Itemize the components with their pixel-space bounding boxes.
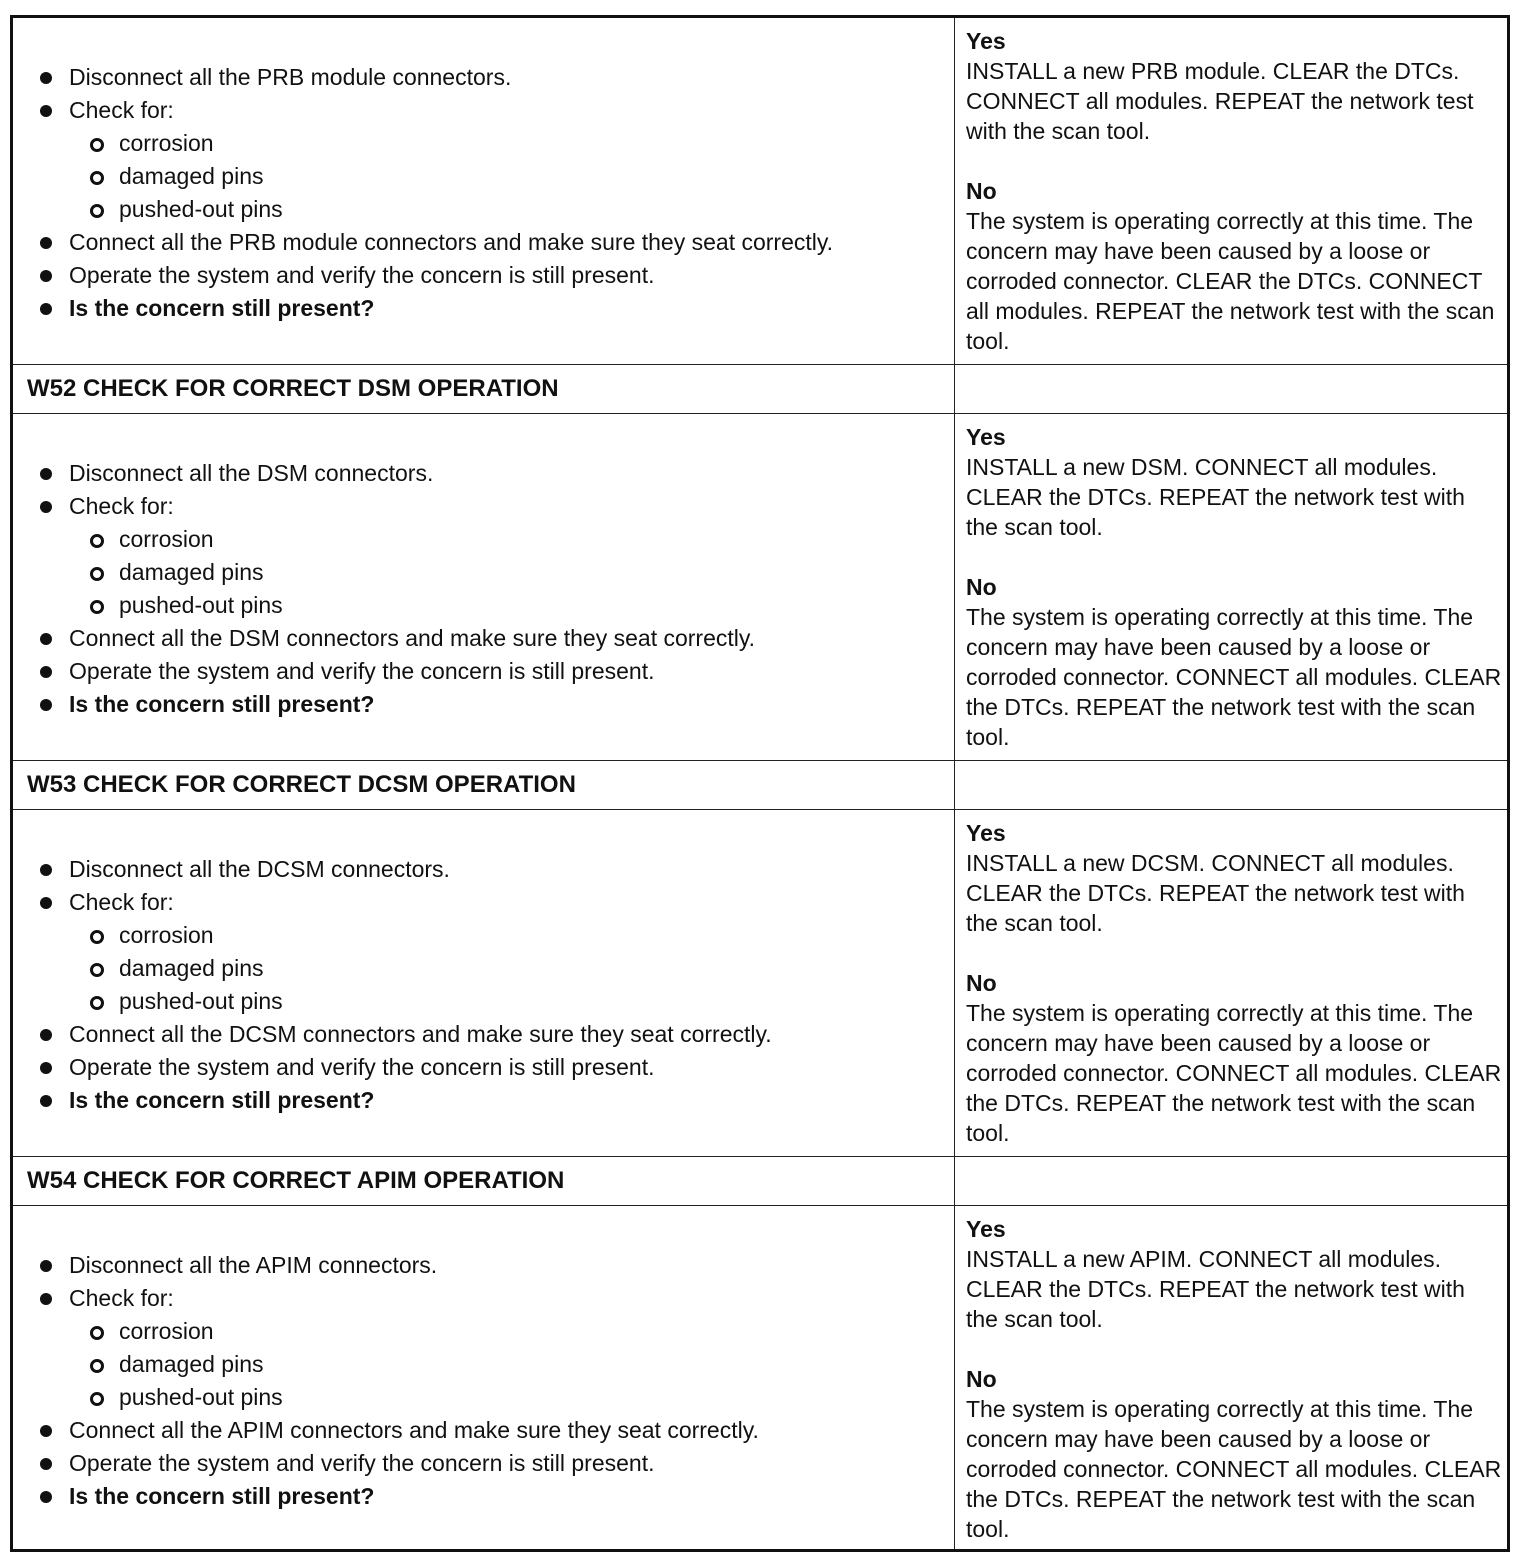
step-row-prb: [13, 18, 1507, 365]
step-list: [13, 61, 833, 325]
step-actions-cell: [13, 414, 955, 760]
step-row-dsm: [13, 414, 1507, 761]
heading-row-w54: [13, 1157, 1507, 1206]
section-heading: W52 CHECK FOR CORRECT DSM OPERATION: [27, 375, 559, 402]
step-disconnect: Disconnect all the DSM connectors.: [13, 457, 755, 490]
no-text: The system is operating correctly at this time. The concern may have been caused by a loose or corroded connector. CONNECT all modules. CLEAR the DTCs. REPEAT the network test with the scan tool.: [966, 1396, 1502, 1542]
step-check-for: Check for:: [13, 886, 772, 919]
no-text: The system is operating correctly at this time. The concern may have been caused by a loose or corroded connector. CONNECT all modules. CLEAR the DTCs. REPEAT the network test with the scan tool.: [966, 604, 1502, 750]
check-item-corrosion: corrosion: [13, 919, 772, 952]
result-text: [966, 818, 1502, 1148]
heading-row-w52: [13, 365, 1507, 414]
yes-text: INSTALL a new PRB module. CLEAR the DTCs. CONNECT all modules. REPEAT the network test with the scan tool.: [966, 58, 1474, 144]
step-connect: Connect all the DSM connectors and make sure they seat correctly.: [13, 622, 755, 655]
step-actions-cell: [13, 18, 955, 364]
step-operate: Operate the system and verify the concern is still present.: [13, 1447, 759, 1480]
yes-label: Yes: [966, 424, 1006, 450]
step-disconnect: Disconnect all the PRB module connectors.: [13, 61, 833, 94]
check-item-pushed-out-pins: pushed-out pins: [13, 193, 833, 226]
step-disconnect: Disconnect all the APIM connectors.: [13, 1249, 759, 1282]
heading-row-w53: [13, 761, 1507, 810]
step-connect: Connect all the APIM connectors and make sure they seat correctly.: [13, 1414, 759, 1447]
step-connect: Connect all the PRB module connectors and make sure they seat correctly.: [13, 226, 833, 259]
check-item-pushed-out-pins: pushed-out pins: [13, 1381, 759, 1414]
section-heading: W54 CHECK FOR CORRECT APIM OPERATION: [27, 1167, 565, 1194]
no-label: No: [966, 1366, 997, 1392]
result-cell: [955, 810, 1507, 1156]
result-cell: [955, 414, 1507, 760]
step-actions-cell: [13, 1206, 955, 1549]
check-item-damaged-pins: damaged pins: [13, 160, 833, 193]
section-heading: W53 CHECK FOR CORRECT DCSM OPERATION: [27, 771, 576, 798]
check-item-corrosion: corrosion: [13, 127, 833, 160]
no-label: No: [966, 178, 997, 204]
result-cell: [955, 1206, 1507, 1549]
step-row-apim: [13, 1206, 1507, 1549]
no-label: No: [966, 574, 997, 600]
yes-label: Yes: [966, 28, 1006, 54]
step-row-dcsm: [13, 810, 1507, 1157]
step-check-for: Check for:: [13, 1282, 759, 1315]
result-text: [966, 26, 1502, 356]
check-item-pushed-out-pins: pushed-out pins: [13, 589, 755, 622]
step-check-for: Check for:: [13, 490, 755, 523]
check-item-damaged-pins: damaged pins: [13, 556, 755, 589]
no-text: The system is operating correctly at this time. The concern may have been caused by a loose or corroded connector. CONNECT all modules. CLEAR the DTCs. REPEAT the network test with the scan tool.: [966, 1000, 1502, 1146]
step-question: Is the concern still present?: [13, 1084, 772, 1117]
check-item-corrosion: corrosion: [13, 523, 755, 556]
check-item-pushed-out-pins: pushed-out pins: [13, 985, 772, 1018]
check-item-damaged-pins: damaged pins: [13, 1348, 759, 1381]
check-item-corrosion: corrosion: [13, 1315, 759, 1348]
step-question: Is the concern still present?: [13, 1480, 759, 1513]
step-check-for: Check for:: [13, 94, 833, 127]
no-text: The system is operating correctly at this time. The concern may have been caused by a loose or corroded connector. CLEAR the DTCs. CONNECT all modules. REPEAT the network test with the scan tool.: [966, 208, 1495, 354]
step-question: Is the concern still present?: [13, 688, 755, 721]
no-label: No: [966, 970, 997, 996]
step-operate: Operate the system and verify the concern is still present.: [13, 259, 833, 292]
result-cell: [955, 18, 1507, 364]
yes-text: INSTALL a new DSM. CONNECT all modules. CLEAR the DTCs. REPEAT the network test with the scan tool.: [966, 454, 1465, 540]
check-item-damaged-pins: damaged pins: [13, 952, 772, 985]
step-list: [13, 1249, 759, 1513]
yes-text: INSTALL a new APIM. CONNECT all modules. CLEAR the DTCs. REPEAT the network test with the scan tool.: [966, 1246, 1465, 1332]
result-text: [966, 1214, 1502, 1544]
diagnostic-table: [10, 15, 1510, 1552]
step-operate: Operate the system and verify the concern is still present.: [13, 655, 755, 688]
yes-label: Yes: [966, 820, 1006, 846]
step-connect: Connect all the DCSM connectors and make sure they seat correctly.: [13, 1018, 772, 1051]
step-list: [13, 457, 755, 721]
yes-label: Yes: [966, 1216, 1006, 1242]
step-operate: Operate the system and verify the concern is still present.: [13, 1051, 772, 1084]
step-question: Is the concern still present?: [13, 292, 833, 325]
result-text: [966, 422, 1502, 752]
step-disconnect: Disconnect all the DCSM connectors.: [13, 853, 772, 886]
yes-text: INSTALL a new DCSM. CONNECT all modules. CLEAR the DTCs. REPEAT the network test with the scan tool.: [966, 850, 1465, 936]
step-actions-cell: [13, 810, 955, 1156]
step-list: [13, 853, 772, 1117]
